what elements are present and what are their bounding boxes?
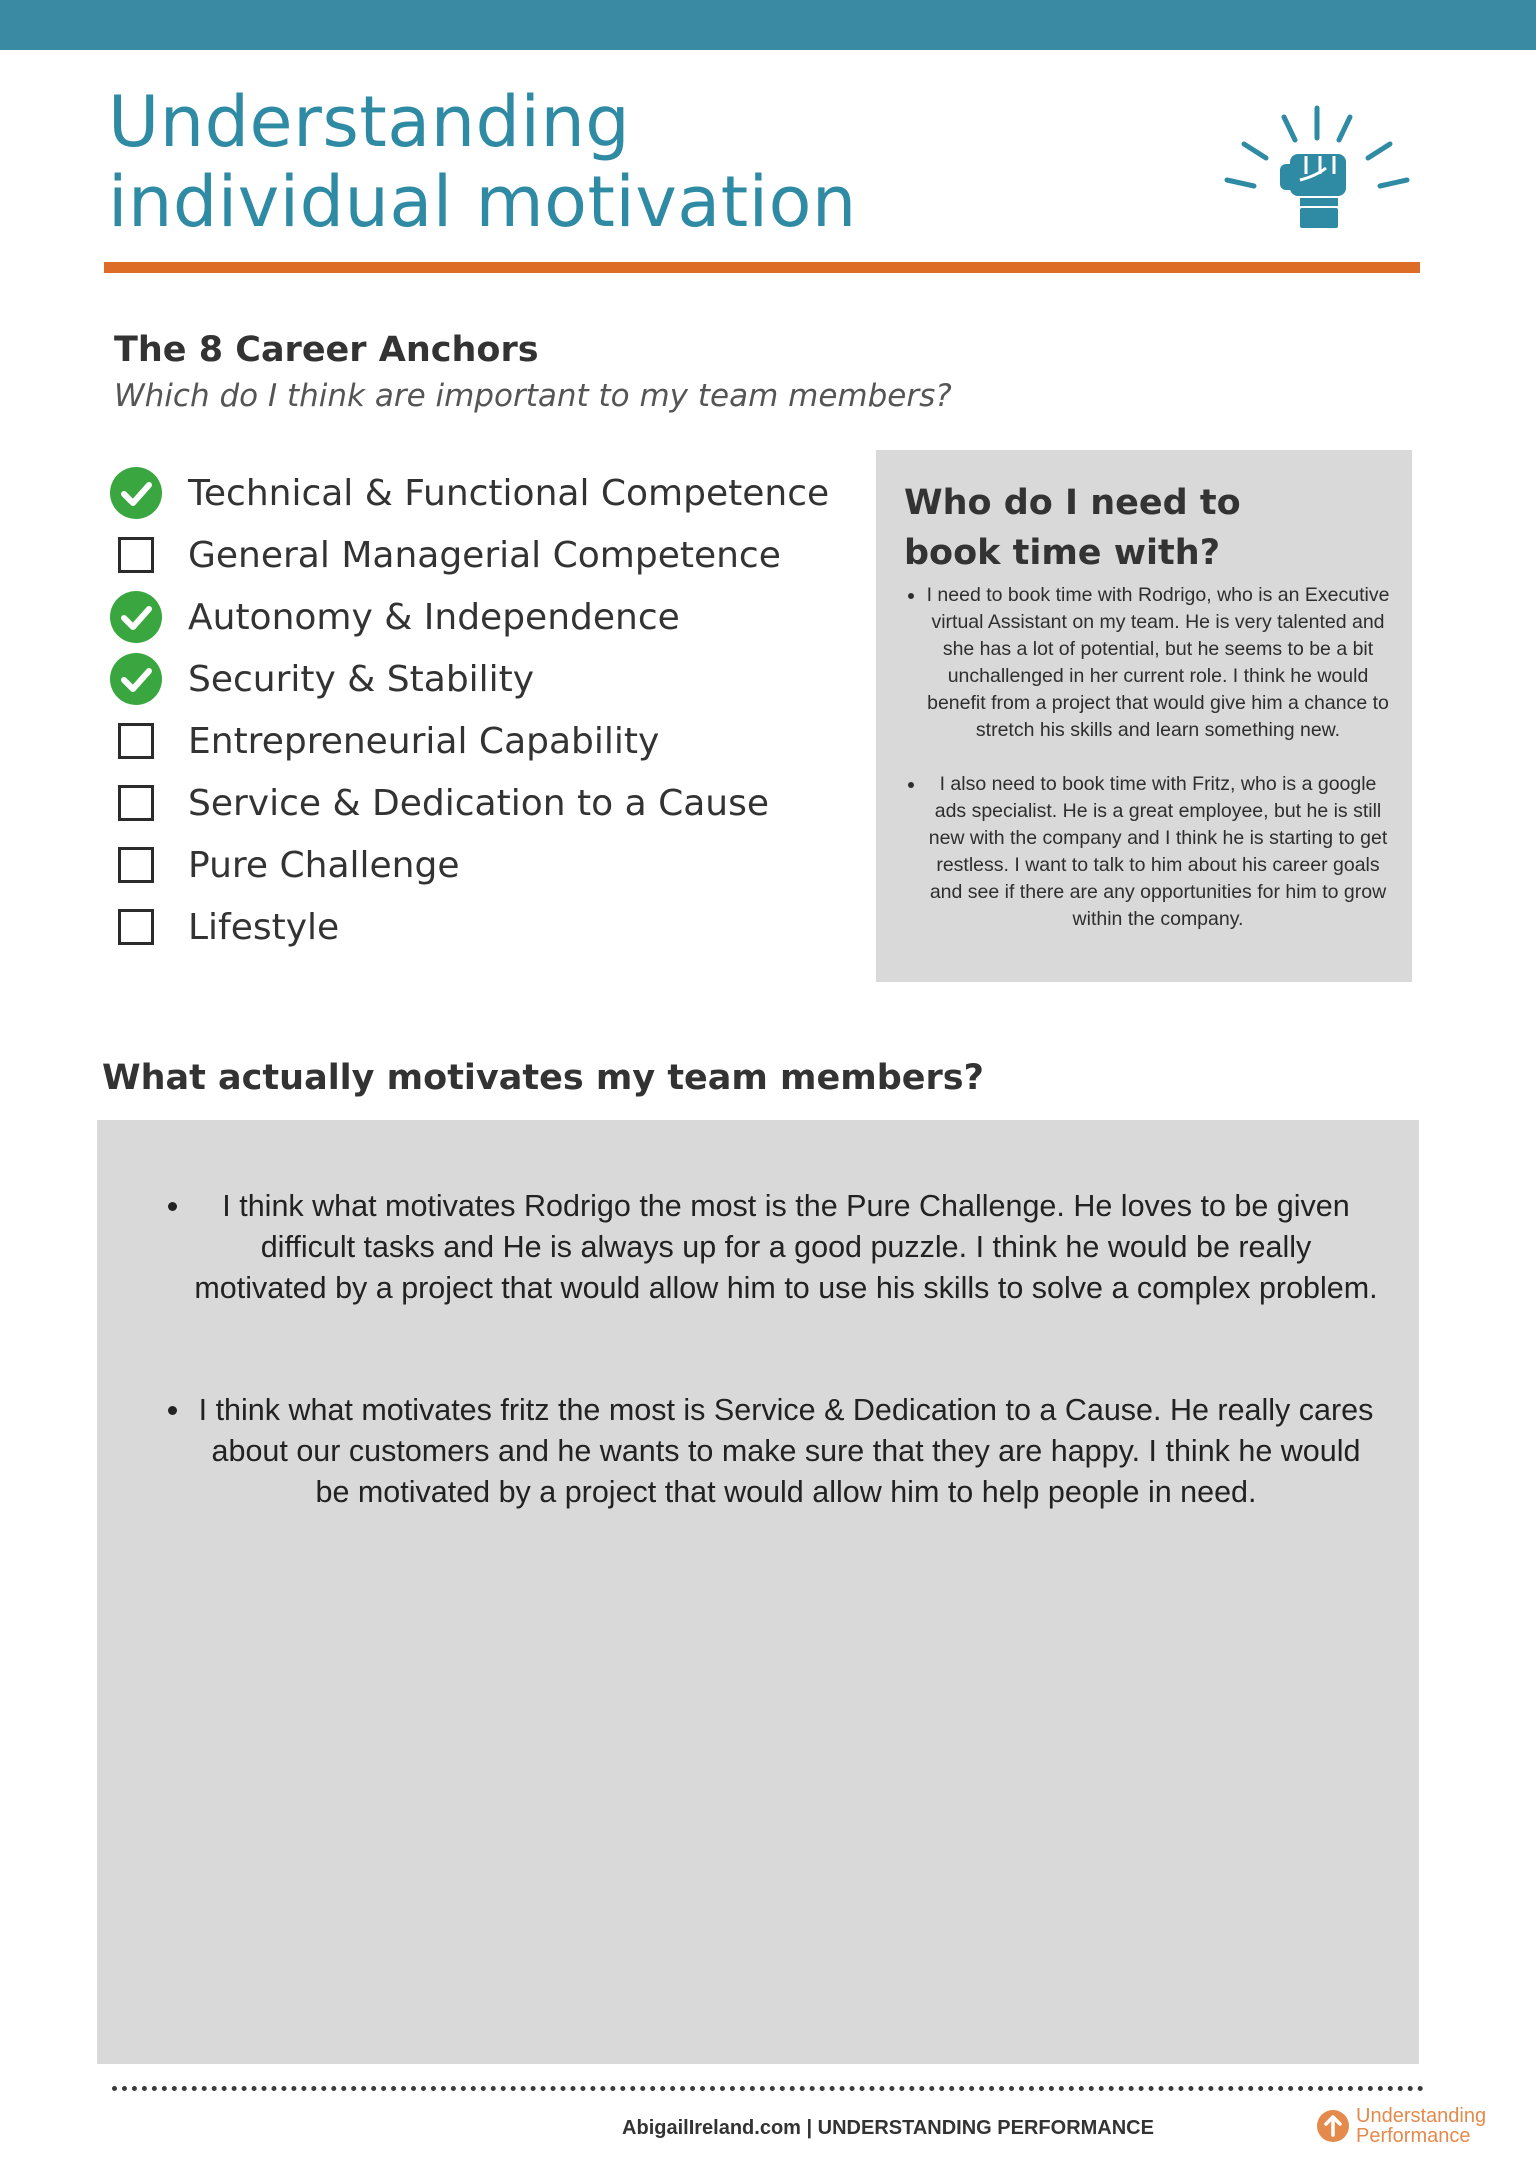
empty-checkbox[interactable] <box>110 901 162 953</box>
anchor-item-challenge[interactable] <box>110 834 870 896</box>
empty-checkbox[interactable] <box>110 529 162 581</box>
booking-item-fritz: • I also need to book time with Fritz, who is a google ads specialist. He is a great employee, but he is still new with the company and I think he is starting to get restless. I want to talk to him about his career goals and see if there are any opportunities for him to grow within the company. <box>926 771 1390 933</box>
empty-checkbox[interactable] <box>110 839 162 891</box>
anchor-label: Service & Dedication to a Cause <box>188 782 769 824</box>
anchor-item-autonomy[interactable] <box>110 586 870 648</box>
anchor-item-entrepreneurial[interactable] <box>110 710 870 772</box>
anchor-item-technical[interactable] <box>110 462 870 524</box>
anchor-item-lifestyle[interactable] <box>110 896 870 958</box>
raised-fist-icon <box>1222 102 1412 232</box>
checkbox-square-icon <box>118 847 154 883</box>
booking-notes-box[interactable] <box>876 450 1412 982</box>
up-arrow-circle-icon <box>1316 2109 1350 2143</box>
checkbox-square-icon <box>118 909 154 945</box>
motivates-item-fritz: • I think what motivates fritz the most is Service & Dedication to a Cause. He really cares about our customers and he wants to make sure that they are happy. I think he would be motivated by a project that would allow him to help people in need. <box>193 1390 1379 1513</box>
checkbox-square-icon <box>118 785 154 821</box>
booking-title <box>904 478 1390 578</box>
motivates-list <box>157 1186 1379 1513</box>
anchor-label: Pure Challenge <box>188 844 460 886</box>
booking-list <box>904 582 1390 933</box>
booking-title-line-2: book time with? <box>904 533 1221 573</box>
green-check-icon <box>110 653 162 705</box>
career-anchors-heading: The 8 Career Anchors <box>114 330 539 370</box>
anchor-item-service[interactable] <box>110 772 870 834</box>
checked-checkbox[interactable] <box>110 591 162 643</box>
logo-text <box>1356 2106 1486 2146</box>
career-anchor-list <box>110 462 870 958</box>
green-check-icon <box>110 467 162 519</box>
booking-title-line-1: Who do I need to <box>904 483 1241 523</box>
career-anchors-subheading: Which do I think are important to my team members? <box>114 378 952 414</box>
anchor-label: Lifestyle <box>188 906 340 948</box>
checked-checkbox[interactable] <box>110 653 162 705</box>
motivates-notes-box[interactable] <box>97 1120 1419 2064</box>
anchor-item-managerial[interactable] <box>110 524 870 586</box>
anchor-item-security[interactable] <box>110 648 870 710</box>
logo-text-line-1: Understanding <box>1356 2105 1487 2127</box>
understanding-performance-logo <box>1316 2106 1486 2146</box>
page-title-line-2: individual motivation <box>108 161 857 243</box>
footer-dotted-divider <box>112 2086 1424 2091</box>
empty-checkbox[interactable] <box>110 777 162 829</box>
anchor-label: Entrepreneurial Capability <box>188 720 660 762</box>
checked-checkbox[interactable] <box>110 467 162 519</box>
checkbox-square-icon <box>118 723 154 759</box>
footer-text: AbigailIreland.com | UNDERSTANDING PERFORMANCE <box>622 2117 1154 2139</box>
motivates-heading: What actually motivates my team members? <box>102 1058 984 1098</box>
motivates-item-rodrigo: • I think what motivates Rodrigo the most is the Pure Challenge. He loves to be given difficult tasks and He is always up for a good puzzle. I think he would be really motivated by a project that would allow him to use his skills to solve a complex problem. <box>193 1186 1379 1309</box>
anchor-label: Security & Stability <box>188 658 535 700</box>
top-accent-bar <box>0 0 1536 50</box>
booking-item-rodrigo: • I need to book time with Rodrigo, who is an Executive virtual Assistant on my team. He is very talented and she has a lot of potential, but he seems to be a bit unchallenged in her current role. I think he would benefit from a project that would give him a chance to stretch his skills and learn something new. <box>926 582 1390 744</box>
orange-divider <box>104 262 1420 273</box>
logo-text-line-2: Performance <box>1356 2125 1471 2147</box>
anchor-label: Technical & Functional Competence <box>188 472 830 514</box>
checkbox-square-icon <box>118 537 154 573</box>
anchor-label: Autonomy & Independence <box>188 596 680 638</box>
empty-checkbox[interactable] <box>110 715 162 767</box>
anchor-label: General Managerial Competence <box>188 534 781 576</box>
green-check-icon <box>110 591 162 643</box>
page-title-line-1: Understanding <box>108 81 631 163</box>
page-title <box>108 82 857 242</box>
